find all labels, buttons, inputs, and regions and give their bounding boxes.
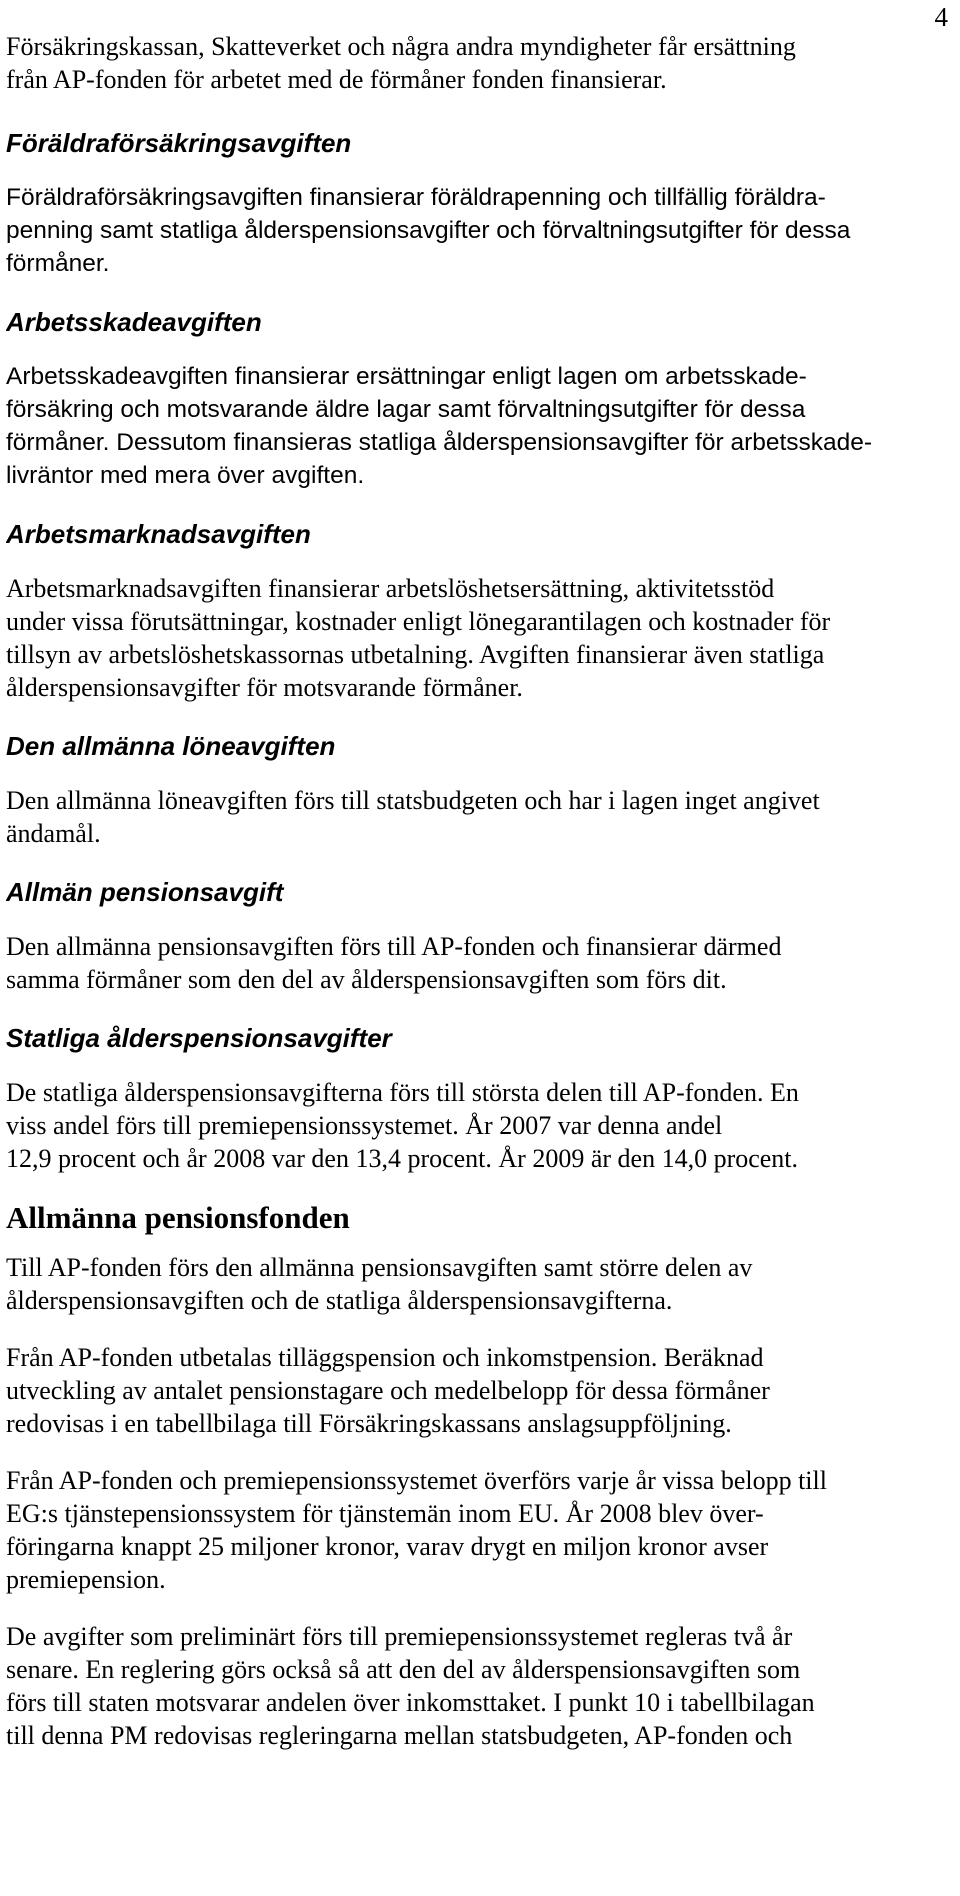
section-heading: Arbetsmarknadsavgiften — [6, 519, 311, 549]
section-paragraph: Från AP-fonden och premiepensionssystemet överförs varje år vissa belopp till EG:s tjänstepensionssystem för tjänstemän inom EU. År 2008 blev över- föringarna knappt 25 miljoner kronor, varav drygt en miljon kronor avser premiepension. — [6, 1466, 827, 1594]
section-paragraph: Föräldraförsäkringsavgiften finansierar föräldrapenning och tillfällig föräldra- penning samt statliga ålderspensionsavgifter och förvaltningsutgifter för dessa förmåner. — [6, 184, 851, 277]
section-paragraph: Den allmänna pensionsavgiften förs till AP-fonden och finansierar därmed samma förmåner som den del av ålderspensionsavgiften som förs dit. — [6, 932, 782, 994]
section-heading: Den allmänna löneavgiften — [6, 731, 336, 761]
intro-paragraph: Försäkringskassan, Skatteverket och några andra myndigheter får ersättning från AP-fonden för arbetet med de förmåner fonden finansierar. — [6, 32, 796, 94]
section-allmanna-loneavgiften — [6, 730, 946, 850]
section-heading: Föräldraförsäkringsavgiften — [6, 128, 352, 158]
document-body — [6, 30, 946, 1752]
section-paragraph: Till AP-fonden förs den allmänna pensionsavgiften samt större delen av ålderspensionsavgiften och de statliga ålderspensionsavgifterna. — [6, 1253, 753, 1315]
section-heading: Allmän pensionsavgift — [6, 877, 284, 907]
section-paragraph: Arbetsmarknadsavgiften finansierar arbetslöshetsersättning, aktivitetsstöd under vissa förutsättningar, kostnader enligt lönegarantilagen och kostnader för tillsyn av arbetslöshetskassornas utbetalning. Avgiften finansierar även statliga ålderspensionsavgifter för motsvarande förmåner. — [6, 574, 831, 702]
page-number: 4 — [934, 2, 948, 32]
section-paragraph: Arbetsskadeavgiften finansierar ersättningar enligt lagen om arbetsskade- försäkring och motsvarande äldre lagar samt förvaltningsutgifter för dessa förmåner. Dessutom finansieras statliga ålderspensionsavgifter för arbetsskade- livräntor med mera över avgiften. — [6, 363, 873, 489]
section-foraldraforsakringsavgiften — [6, 127, 946, 280]
section-paragraph: Den allmänna löneavgiften förs till statsbudgeten och har i lagen inget angivet ändamål. — [6, 786, 820, 848]
section-allmanna-pensionsfonden — [6, 1199, 946, 1752]
section-heading: Arbetsskadeavgiften — [6, 307, 262, 337]
section-heading: Statliga ålderspensionsavgifter — [6, 1023, 392, 1053]
section-paragraph: De avgifter som preliminärt förs till premiepensionssystemet regleras två år senare. En reglering görs också så att den del av ålderspensionsavgiften som förs till staten motsvarar andelen över inkomsttaket. I punkt 10 i tabellbilagan till denna PM redovisas regleringarna mellan statsbudgeten, AP-fonden och — [6, 1622, 815, 1750]
section-heading: Allmänna pensionsfonden — [6, 1200, 350, 1235]
section-allman-pensionsavgift — [6, 876, 946, 996]
section-arbetsskadeavgiften — [6, 306, 946, 492]
document-page — [6, 0, 956, 1896]
section-arbetsmarknadsavgiften — [6, 518, 946, 704]
section-paragraph: De statliga ålderspensionsavgifterna förs till största delen till AP-fonden. En viss andel förs till premiepensionssystemet. År 2007 var denna andel 12,9 procent och år 2008 var den 13,4 procent. År 2009 är den 14,0 procent. — [6, 1078, 799, 1173]
section-paragraph: Från AP-fonden utbetalas tilläggspension och inkomstpension. Beräknad utveckling av antalet pensionstagare och medelbelopp för dessa förmåner redovisas i en tabellbilaga till Försäkringskassans anslagsuppföljning. — [6, 1343, 770, 1438]
section-statliga-alderspensionsavgifter — [6, 1022, 946, 1175]
